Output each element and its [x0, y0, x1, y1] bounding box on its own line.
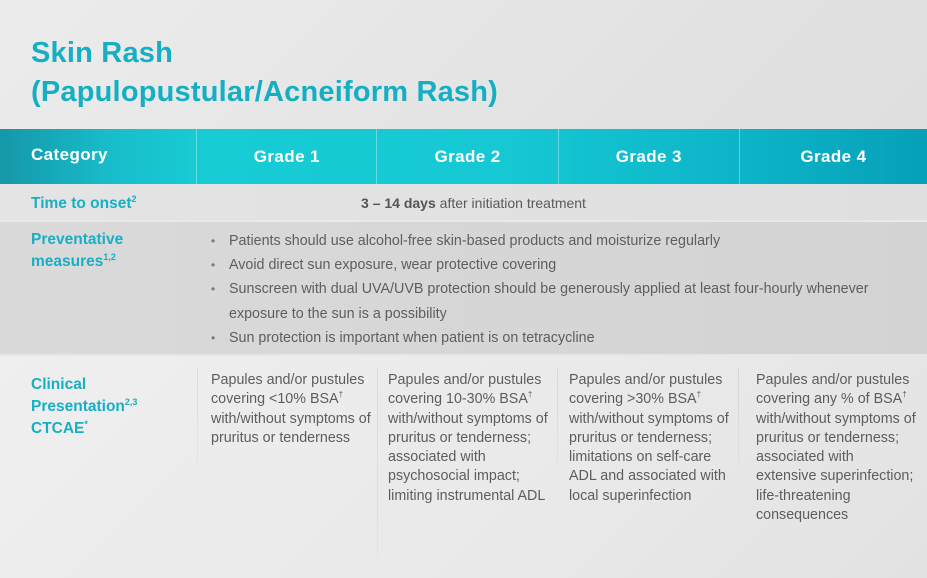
column-divider — [197, 368, 198, 464]
list-item-text: Avoid direct sun exposure, wear protective covering — [229, 257, 557, 274]
reference-superscript: 2 — [131, 194, 137, 204]
list-item — [211, 277, 871, 325]
preventative-measures-list — [211, 229, 871, 350]
reference-superscript: 2,3 — [124, 397, 138, 407]
time-to-onset-value — [197, 195, 750, 211]
label-line-1: Clinical — [31, 376, 87, 393]
title-line-2: (Papulopustular/Acneiform Rash) — [31, 76, 499, 108]
title-line-1: Skin Rash — [31, 37, 174, 69]
row-label-preventative-measures — [31, 229, 123, 273]
bullet-icon: • — [211, 234, 216, 248]
label-line-1: Preventative — [31, 231, 124, 248]
grade-4-description — [756, 371, 916, 525]
label-line-3 — [31, 418, 137, 440]
footnote-asterisk: * — [84, 419, 88, 429]
list-item-text: Patients should use alcohol-free skin-based products and moisturize regularly — [229, 233, 721, 249]
row-label-clinical-presentation — [31, 374, 137, 440]
list-item-text: Sunscreen with dual UVA/UVB protection should be generously applied at least four-hourly whenever exposure to the sun is a possibility — [229, 281, 869, 322]
label-line-2 — [31, 251, 123, 273]
description-text: with/without symptoms of pruritus or tenderness; limitations on self-care ADL and associated with local superinfection — [569, 410, 729, 504]
dagger-footnote: † — [527, 390, 533, 400]
header-grade-4: Grade 4 — [800, 147, 867, 166]
bullet-icon: • — [211, 330, 216, 345]
bullet-icon: • — [211, 258, 216, 273]
table-row-time-to-onset — [0, 184, 927, 222]
description-text: Papules and/or pustules covering >30% BSA — [569, 372, 723, 408]
label-text: CTCAE — [31, 420, 85, 437]
description-text: Papules and/or pustules covering any % of BSA — [756, 372, 910, 408]
column-divider — [557, 368, 558, 468]
description-text: with/without symptoms of pruritus or tenderness; associated with extensive superinfection; life-threatening consequences — [756, 410, 916, 524]
description-text: Papules and/or pustules covering 10-30% BSA — [388, 372, 542, 408]
column-divider — [738, 368, 739, 468]
bullet-icon: • — [211, 282, 216, 297]
description-text: Papules and/or pustules covering <10% BSA — [211, 372, 365, 408]
onset-days: 3 – 14 days — [361, 195, 436, 211]
onset-description: after initiation treatment — [435, 195, 586, 211]
label-line-2 — [31, 396, 137, 418]
label-text: Time to onset — [31, 195, 132, 212]
grade-3-description — [569, 371, 739, 506]
grade-2-description — [388, 371, 554, 506]
header-category: Category — [31, 144, 108, 164]
description-text: with/without symptoms of pruritus or tenderness — [211, 410, 371, 446]
dagger-footnote: † — [338, 390, 344, 400]
column-divider — [377, 368, 378, 558]
page-title — [31, 34, 498, 112]
description-text: with/without symptoms of pruritus or tenderness; associated with psychosocial impact; limiting instrumental ADL — [388, 410, 548, 504]
header-grade-3: Grade 3 — [615, 147, 682, 166]
dagger-footnote: † — [902, 390, 907, 400]
header-grade-1: Grade 1 — [253, 147, 320, 166]
grade-1-description — [211, 371, 377, 448]
table-row-preventative-measures — [0, 222, 927, 356]
list-item-text: Sun protection is important when patient is on tetracycline — [229, 329, 595, 346]
list-item — [211, 253, 871, 277]
reference-superscript: 1,2 — [103, 252, 116, 262]
list-item — [211, 326, 871, 350]
header-grade-2: Grade 2 — [434, 147, 501, 166]
table-header-row — [0, 129, 927, 184]
list-item — [211, 229, 871, 253]
label-text: measures — [31, 253, 104, 270]
dagger-footnote: † — [696, 390, 702, 400]
row-label-time-to-onset — [31, 193, 137, 215]
label-text: Presentation — [31, 398, 125, 415]
table-row-clinical-presentation — [0, 356, 927, 578]
